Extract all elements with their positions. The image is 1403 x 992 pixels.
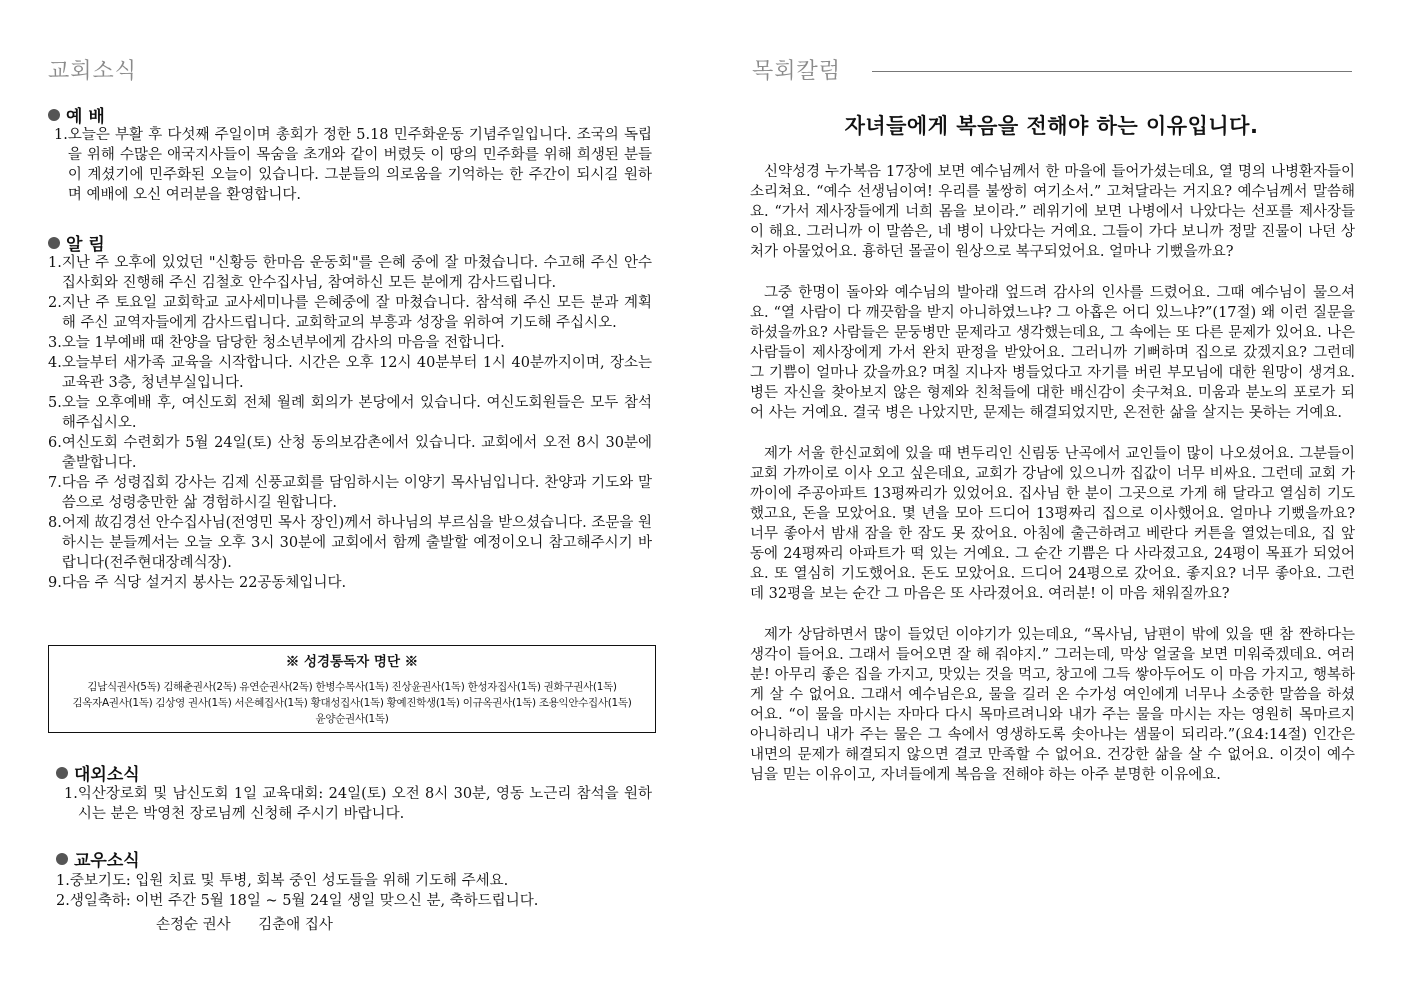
external-news-heading — [56, 760, 140, 785]
left-page — [0, 0, 700, 992]
birthday-names: 손정순 권사 김춘애 집사 — [156, 917, 333, 933]
item-text: 지난 주 오후에 있었던 "신황등 한마음 운동회"를 은혜 중에 잘 마쳤습니다. 수고해 주신 안수집사회와 진행해 주신 김철호 안수집사님, 참여하신 모든 분에게 감사드립니다. — [61, 255, 652, 291]
notices-heading — [48, 230, 105, 255]
item-text: 생일축하: 이번 주간 5월 18일 ~ 5월 24일 생일 맞으신 분, 축하드립니다. — [69, 893, 539, 909]
item-text: 어제 故김경선 안수집사님(전영민 목사 장인)께서 하나님의 부르심을 받으셨습니다. 조문을 원하시는 분들께서는 오늘 오후 3시 30분에 교회에서 함께 출발할 예정이오니 참고해주시기 바랍니다(전주현대장례식장). — [61, 515, 653, 571]
bullet-icon — [56, 853, 68, 865]
item-number: 1. — [54, 127, 68, 143]
item-number: 7. — [48, 475, 62, 491]
item-number: 4. — [48, 355, 62, 371]
item-number: 2. — [48, 295, 62, 311]
bible-readers-names — [49, 679, 655, 727]
list-item — [56, 871, 652, 891]
item-number: 1. — [56, 873, 70, 889]
column-headline: 자녀들에게 복음을 전해야 하는 이유입니다. — [844, 114, 1259, 138]
bullet-icon — [48, 109, 60, 121]
worship-heading-label: 예 배 — [66, 107, 105, 127]
item-text: 여신도회 수련회가 5월 24일(토) 산청 동의보감촌에서 있습니다. 교회에서 오전 8시 30분에 출발합니다. — [61, 435, 652, 471]
item-number: 6. — [48, 435, 62, 451]
item-number: 1. — [48, 255, 62, 271]
worship-list — [54, 125, 652, 205]
list-item — [48, 433, 652, 473]
list-item — [48, 333, 652, 353]
column-paragraph: 제가 상담하면서 많이 들었던 이야기가 있는데요, “목사님, 남편이 밖에 있을 땐 참 짠하다는 생각이 들어요. 그래서 들어오면 잘 해 줘야지.” 그러는데, 막상 얼굴을 보면 미워죽겠데요. 여러분! 아무리 좋은 집을 가지고, 맛있는 것을 먹고, 창고에 그득 쌓아두어도 이 마음 가지고, 행복하게 살 수 없어요. 그래서 예수님은요, 물을 길러 온 수가성 여인에게 너무나 소중한 말씀을 하셨어요. “이 물을 마시는 자마다 다시 목마르려니와 내가 주는 물을 마시는 자는 영원히 목마르지 아니하리니 내가 주는 물은 그 속에서 영생하도록 솟아나는 샘물이 되리라.”(요4:14절) 인간은 내면의 문제가 해결되지 않으면 결코 만족할 수 없어요. 건강한 삶을 살 수 없어요. 이것이 예수님을 믿는 이유이고, 자녀들에게 복음을 전해야 하는 아주 분명한 이유에요. — [750, 627, 1355, 783]
list-item — [48, 473, 652, 513]
list-item — [48, 353, 652, 393]
item-number: 1. — [64, 786, 78, 802]
list-item — [48, 293, 652, 333]
right-page — [700, 0, 1403, 992]
item-text: 지난 주 토요일 교회학교 교사세미나를 은혜중에 잘 마쳤습니다. 참석해 주신 모든 분과 계획해 주신 교역자들에게 감사드립니다. 교회학교의 부흥과 성장을 위하여 기도해 주십시오. — [61, 295, 652, 331]
members-news-heading-label: 교우소식 — [74, 851, 140, 871]
members-news-heading — [56, 846, 140, 871]
church-news-title: 교회소식 — [48, 59, 138, 84]
item-text: 오늘 오후예배 후, 여신도회 전체 월례 회의가 본당에서 있습니다. 여신도회원들은 모두 참석해주십시오. — [61, 395, 652, 431]
column-paragraph: 제가 서울 한신교회에 있을 때 변두리인 신림동 난곡에서 교인들이 많이 나오셨어요. 그분들이 교회 가까이로 이사 오고 싶은데요, 교회가 강남에 있으니까 집값이 너무 비싸요. 그런데 교회 가까이에 주공아파트 13평짜리가 있었어요. 집사님 한 분이 그곳으로 가게 해 달라고 열심히 기도했고요, 돈을 모았어요. 몇 년을 모아 드디어 13평짜리 집으로 이사했어요. 얼마나 기뻤을까요? 너무 좋아서 밤새 잠을 한 잠도 못 잤어요. 아침에 출근하려고 베란다 커튼을 열었는데요, 집 앞 동에 24평짜리 아파트가 떡 있는 거예요. 그 순간 기쁨은 다 사라졌고요, 24평이 목표가 되었어요. 또 열심히 기도했어요. 돈도 모았어요. 드디어 24평으로 갔어요. 좋지요? 너무 좋아요. 그런데 32평을 보는 순간 그 마음은 또 사라졌어요. 여러분! 이 마음 채워질까요? — [750, 446, 1355, 602]
list-item — [48, 393, 652, 433]
bible-readers-box — [48, 645, 656, 733]
column-body — [750, 162, 1355, 806]
item-text: 익산장로회 및 남신도회 1일 교육대회: 24일(토) 오전 8시 30분, 영동 노근리 참석을 원하시는 분은 박영천 장로님께 신청해 주시기 바랍니다. — [77, 786, 652, 822]
bullet-icon — [56, 767, 68, 779]
title-divider — [872, 71, 1352, 72]
item-number: 2. — [56, 893, 70, 909]
item-text: 오늘 1부예배 때 찬양을 담당한 청소년부에게 감사의 마음을 전합니다. — [61, 335, 505, 351]
list-item — [56, 891, 652, 911]
reader-line: 김남식권사(5독) 김해춘권사(2독) 유연순권사(2독) 한병수목사(1독) 진상윤권사(1독) 한성자집사(1독) 권화구권사(1독) — [87, 681, 617, 693]
list-item — [64, 784, 652, 824]
reader-line: 윤양순권사(1독) — [315, 713, 389, 725]
external-news-list — [64, 784, 652, 824]
column-paragraph: 그중 한명이 돌아와 예수님의 발아래 엎드려 감사의 인사를 드렸어요. 그때 예수님이 물으셔요. “열 사람이 다 깨끗함을 받지 아니하였느냐? 그 아홉은 어디 있느냐?”(17절) 왜 이런 질문을 하셨을까요? 사람들은 문둥병만 문제라고 생각했는데요, 그 속에는 또 다른 문제가 있어요. 나은 사람들이 제사장에게 가서 완치 판정을 받았어요. 그러니까 기뻐하며 집으로 갔겠지요? 그런데 그 기쁨이 얼마나 갔을까요? 며칠 지나자 병들었다고 자기를 버린 부모님에 대한 원망이 생겨요. 병든 자신을 찾아보지 않은 형제와 친척들에 대한 배신감이 솟구쳐요. 미움과 분노의 포로가 되어 사는 거예요. 결국 병은 나았지만, 문제는 해결되었지만, 온전한 삶을 살지는 못하는 거예요. — [750, 285, 1355, 421]
item-number: 9. — [48, 575, 62, 591]
item-text: 오늘부터 새가족 교육을 시작합니다. 시간은 오후 12시 40분부터 1시 40분까지이며, 장소는 교육관 3층, 청년부실입니다. — [61, 355, 652, 391]
notices-heading-label: 알 림 — [66, 235, 105, 255]
members-news-list — [56, 871, 652, 911]
item-text: 다음 주 식당 설거지 봉사는 22공동체입니다. — [61, 575, 347, 591]
list-item — [54, 125, 652, 205]
bullet-icon — [48, 237, 60, 249]
reader-line: 김옥자A권사(1독) 김상영 권사(1독) 서은혜집사(1독) 황대성집사(1독) 황예진학생(1독) 이규옥권사(1독) 조용익안수집사(1독) — [72, 697, 632, 709]
item-text: 중보기도: 입원 치료 및 투병, 회복 중인 성도들을 위해 기도해 주세요. — [69, 873, 509, 889]
external-news-heading-label: 대외소식 — [74, 765, 140, 785]
bible-readers-title: ※ 성경통독자 명단 ※ — [285, 654, 419, 670]
item-number: 3. — [48, 335, 62, 351]
item-text: 오늘은 부활 후 다섯째 주일이며 총회가 정한 5.18 민주화운동 기념주일입니다. 조국의 독립을 위해 수많은 애국지사들이 목숨을 초개와 같이 버렸듯 이 땅의 민주화를 위해 희생된 분들이 계셨기에 민주화된 오늘이 있습니다. 그분들의 의로움을 기억하는 한 주간이 되시길 원하며 예배에 오신 여러분을 환영합니다. — [67, 127, 652, 203]
pastor-column-title: 목회칼럼 — [752, 59, 842, 84]
worship-heading — [48, 102, 105, 127]
item-text: 다음 주 성령집회 강사는 김제 신풍교회를 담임하시는 이양기 목사님입니다. 찬양과 기도와 말씀으로 성령충만한 삶 경험하시길 원합니다. — [61, 475, 652, 511]
list-item — [48, 253, 652, 293]
list-item — [48, 513, 652, 573]
list-item — [48, 573, 652, 593]
notices-list — [48, 253, 652, 593]
item-number: 5. — [48, 395, 62, 411]
item-number: 8. — [48, 515, 62, 531]
column-paragraph: 신약성경 누가복음 17장에 보면 예수님께서 한 마을에 들어가셨는데요, 열 명의 나병환자들이 소리쳐요. “예수 선생님이여! 우리를 불쌍히 여기소서.” 고쳐달라는 거지요? 예수님께서 말씀해요. “가서 제사장들에게 너희 몸을 보이라.” 레위기에 보면 나병에서 나았다는 선포를 제사장들이 해요. 그러니까 이 말씀은, 네 병이 나았다는 거예요. 그들이 가다 보니까 정말 진물이 나던 상처가 아물었어요. 흉하던 몰골이 원상으로 복구되었어요. 얼마나 기뻤을까요? — [750, 164, 1355, 260]
